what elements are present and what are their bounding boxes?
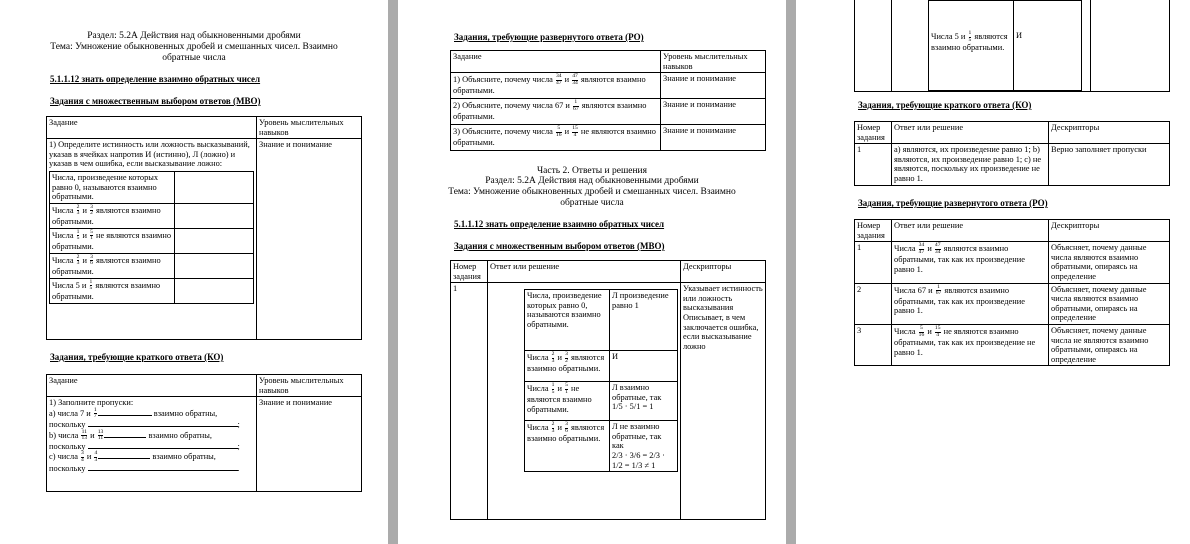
blank-b[interactable] (104, 437, 146, 438)
section-title (40, 31, 348, 42)
col-desc-header: Дескрипторы (1049, 220, 1170, 242)
fraction: $\frac{2}{3}$ (76, 203, 80, 217)
answers-continuation-table (854, 0, 1170, 92)
ko-item-a: а) числа 7 и $\frac{1}{7}$ взаимно обратны, (49, 406, 218, 420)
cont-num (855, 0, 892, 92)
col-num-header: Номер задания (855, 122, 892, 144)
topic-title-2: Тема: Умножение обыкновенных дробей и смешанных чисел. Взаимно обратные числа (448, 187, 736, 208)
mcq-table (46, 116, 362, 340)
cont-answer: И (1014, 1, 1082, 91)
blank-c-reason[interactable] (88, 470, 238, 471)
ko-heading: Задания, требующие краткого ответа (КО) (50, 352, 224, 362)
ko-answer: а) являются, их произведение равно 1; b) являются, их произведение равно 1; с) не являются, поскольку их произведение не равно 1. (892, 144, 1049, 185)
mcq-task-cell (47, 139, 257, 340)
statement-4: Числа $\frac{2}{3}$ и $\frac{3}{6}$ являются взаимно обратными. (50, 253, 175, 278)
descriptor: Указывает истинность или ложность высказывания Описывает, в чем заключается ошибка, если высказывание ложно (681, 283, 766, 520)
statement-5: Числа 5 и $\frac{1}{5}$ являются взаимно обратными. (50, 278, 175, 303)
answer-val-4: Л не взаимно обратные, так как 2/3 · 3/6 = 2/3 · 1/2 = 1/3 ≠ 1 (610, 421, 678, 472)
blank-c[interactable] (98, 458, 150, 459)
col-desc-header: Дескрипторы (681, 261, 766, 283)
answer-val-2: И (610, 351, 678, 382)
answer-stmt-3: Числа $\frac{1}{5}$ и $\frac{5}{1}$ не являются взаимно обратными. (525, 382, 610, 421)
answer-stmt-4: Числа $\frac{2}{3}$ и $\frac{3}{6}$ являются взаимно обратными. (525, 421, 610, 472)
col-level-header: Уровень мыслительных навыков (257, 375, 362, 397)
statements-table (49, 171, 254, 304)
ro-desc-2: Объясняет, почему данные числа являются взаимно обратными, опираясь на определение (1049, 283, 1170, 324)
answer-cell-3[interactable] (175, 228, 254, 253)
ko-item-b: b) числа $\frac{11}{13}$ и $\frac{13}{11}$ взаимно обратны, (49, 428, 212, 442)
blank-a-reason[interactable] (88, 426, 238, 427)
answers-inner-table (524, 289, 678, 472)
math-4a: 2/3 · 3/6 = 2/3 · (612, 450, 665, 460)
statement-1: Числа, произведение которых равно 0, называются взаимно обратными. (50, 171, 175, 203)
ro-answer-2: Числа 67 и $\frac{1}{67}$ являются взаимно обратными, так как их произведение равно 1. (892, 283, 1049, 324)
ro-answers-table (854, 219, 1170, 366)
part2-title: Часть 2. Ответы и решения (536, 166, 648, 176)
document-page-1 (0, 0, 388, 544)
ro-task-3: 3) Объясните, почему числа $\frac{5}{16}$ и $\frac{15}{4}$ не являются взаимно обратными. (451, 125, 661, 151)
answer-cell-2[interactable] (175, 203, 254, 228)
ro-heading: Задания, требующие развернутого ответа (РО) (454, 32, 644, 42)
answer-cell-5[interactable] (175, 278, 254, 303)
answers-cell (488, 283, 681, 520)
statement-2: Числа $\frac{2}{3}$ и $\frac{3}{2}$ являются взаимно обратными. (50, 203, 175, 228)
mcq-answers-table (450, 260, 766, 520)
document-page-2 (398, 0, 786, 544)
answer-stmt-2: Числа $\frac{2}{3}$ и $\frac{3}{2}$ являются взаимно обратными. (525, 351, 610, 382)
col-level-header: Уровень мыслительных навыков (257, 117, 362, 139)
col-num-header: Номер задания (451, 261, 488, 283)
math-4b: 1/2 = 1/3 ≠ 1 (612, 460, 656, 470)
topic-title: Тема: Умножение обыкновенных дробей и смешанных чисел. Взаимно обратные числа (50, 42, 338, 63)
answer-val-1: Л произведение равно 1 (610, 290, 678, 351)
ko-item-c: с) числа $\frac{3}{4}$ и $\frac{4}{3}$ взаимно обратны, (49, 450, 216, 463)
ro-col-level: Уровень мыслительных навыков (661, 51, 766, 73)
mcq-level: Знание и понимание (257, 139, 362, 340)
ro-answers-heading: Задания, требующие развернутого ответа (РО) (858, 198, 1048, 208)
ro-col-task: Задание (451, 51, 661, 73)
ro-task-2: 2) Объясните, почему числа 67 и $\frac{1}{67}$ являются взаимно обратными. (451, 99, 661, 125)
math-3: 1/5 · 5/1 = 1 (612, 402, 654, 412)
ko-task-cell (47, 397, 257, 492)
cont-stmt: Числа 5 и $\frac{1}{5}$ являются взаимно обратными. (929, 1, 1014, 91)
cont-answer-cell (892, 0, 1091, 92)
ro-num-3: 3 (855, 324, 892, 365)
blank-b-reason[interactable] (88, 448, 238, 449)
ko-table (46, 374, 362, 492)
ro-level-1: Знание и понимание (661, 73, 766, 99)
ro-desc-3: Объясняет, почему данные числа не являются взаимно обратными, опираясь на определение (1049, 324, 1170, 365)
ro-desc-1: Объясняет, почему данные числа являются взаимно обратными, опираясь на определение (1049, 242, 1170, 283)
learning-objective: 5.1.1.12 знать определение взаимно обратных чисел (50, 74, 261, 84)
ro-answer-3: Числа $\frac{5}{16}$ и $\frac{15}{4}$ не являются взаимно обратными, так как их произведение не равно 1. (892, 324, 1049, 365)
task-number: 1 (451, 283, 488, 520)
mcq-heading: Задания с множественным выбором ответов (МВО) (50, 96, 261, 106)
answer-val-3: Л взаимно обратные, так 1/5 · 5/1 = 1 (610, 382, 678, 421)
mcq-task-text: 1) Определите истинность или ложность высказываний, указав в ячейках напротив И (истинно), Л (ложно) и указав в чем ошибка, если высказывание ложно: (49, 140, 250, 169)
ko-descriptor: Верно заполняет пропуски (1049, 144, 1170, 185)
section-text: Раздел: 5.2А Действия над обыкновенными дробями (87, 31, 301, 41)
statement-3: Числа $\frac{1}{5}$ и $\frac{5}{1}$ не являются взаимно обратными. (50, 228, 175, 253)
ro-level-3: Знание и понимание (661, 125, 766, 151)
col-answer-header: Ответ или решение (892, 122, 1049, 144)
ko-item-c-since: поскольку . (49, 463, 240, 473)
answer-stmt-1: Числа, произведение которых равно 0, называются взаимно обратными. (525, 290, 610, 351)
ro-level-2: Знание и понимание (661, 99, 766, 125)
learning-objective-2: 5.1.1.12 знать определение взаимно обратных чисел (454, 219, 665, 229)
col-num-header: Номер задания (855, 220, 892, 242)
ko-answers-heading: Задания, требующие краткого ответа (КО) (858, 100, 1032, 110)
ko-level: Знание и понимание (257, 397, 362, 492)
ro-task-1: 1) Объясните, почему числа $\frac{34}{47}$ и $\frac{47}{34}$ являются взаимно обратными. (451, 73, 661, 99)
ro-table (450, 50, 766, 151)
answer-cell-4[interactable] (175, 253, 254, 278)
mcq-heading-2: Задания с множественным выбором ответов (МВО) (454, 241, 665, 251)
ko-item-b-since: поскольку ; (49, 441, 240, 451)
section-title-2: Раздел: 5.2А Действия над обыкновенными дробями (485, 176, 699, 186)
col-task-header: Задание (47, 117, 257, 139)
ko-item-a-since: поскольку ; (49, 419, 240, 429)
ko-answers-table (854, 121, 1170, 186)
document-page-3 (796, 0, 1190, 544)
ro-answer-1: Числа $\frac{34}{47}$ и $\frac{47}{34}$ являются взаимно обратными, так как их произведение равно 1. (892, 242, 1049, 283)
cont-inner-table (928, 0, 1082, 91)
answer-cell-1[interactable] (175, 171, 254, 203)
col-task-header: Задание (47, 375, 257, 397)
ro-num-2: 2 (855, 283, 892, 324)
col-desc-header: Дескрипторы (1049, 122, 1170, 144)
ko-task-title: 1) Заполните пропуски: (49, 398, 134, 408)
ro-num-1: 1 (855, 242, 892, 283)
col-answer-header: Ответ или решение (488, 261, 681, 283)
blank-a[interactable] (98, 415, 152, 416)
col-answer-header: Ответ или решение (892, 220, 1049, 242)
ko-num: 1 (855, 144, 892, 185)
cont-desc (1091, 0, 1170, 92)
